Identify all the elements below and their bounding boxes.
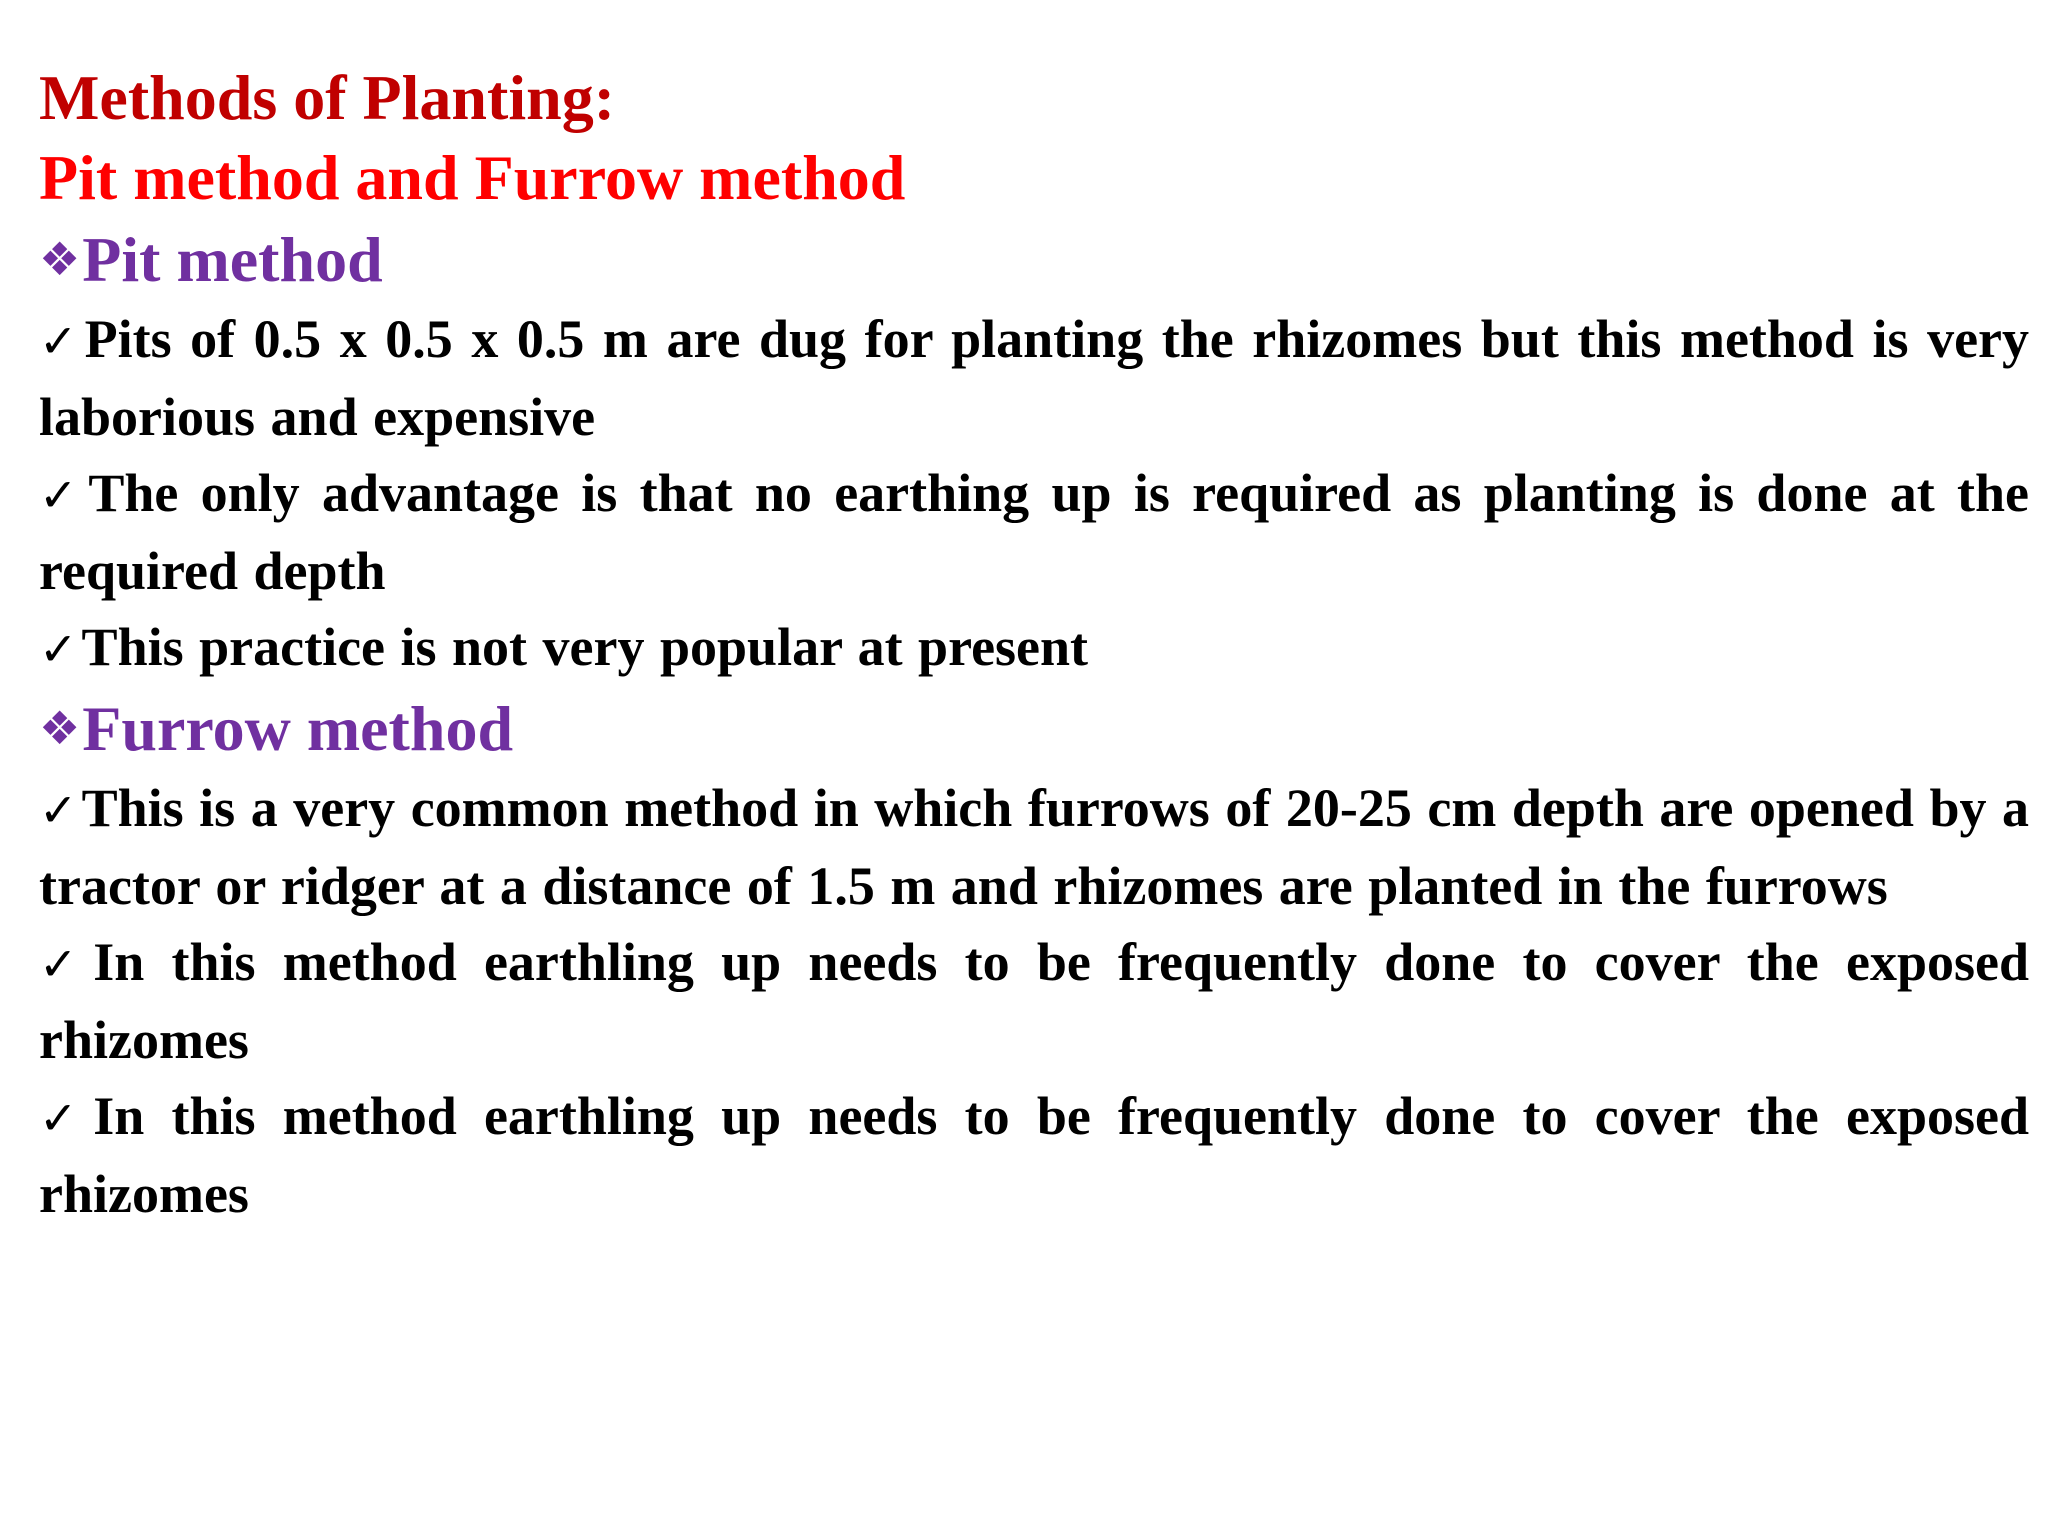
- slide-content: [39, 58, 2029, 1232]
- section-heading-label: Furrow method: [82, 693, 514, 764]
- bullet-text: This is a very common method in which furrows of 20-25 cm depth are opened by a tractor or ridger at a distance of 1.5 m and rhizomes are planted in the furrows: [39, 778, 2029, 916]
- slide-subtitle: Pit method and Furrow method: [39, 142, 906, 213]
- slide-title: Methods of Planting:: [39, 62, 615, 133]
- diamond-bullet-icon: ❖: [39, 701, 81, 755]
- bullet-text: Pits of 0.5 x 0.5 x 0.5 m are dug for planting the rhizomes but this method is very laborious and expensive: [39, 309, 2030, 447]
- list-item: [39, 455, 2029, 609]
- bullet-text: In this method earthling up needs to be frequently done to cover the exposed rhizomes: [39, 1086, 2029, 1224]
- section-heading-label: Pit method: [82, 224, 383, 295]
- list-item: [39, 770, 2029, 924]
- list-item: [39, 924, 2029, 1078]
- pit-method-bullet-list: [39, 301, 2029, 687]
- checkmark-icon: ✓: [39, 314, 81, 368]
- furrow-method-bullet-list: [39, 770, 2029, 1232]
- bullet-text: This practice is not very popular at present: [81, 617, 1089, 677]
- section-heading-furrow-method: [39, 687, 2029, 770]
- checkmark-icon: ✓: [39, 937, 90, 991]
- checkmark-icon: ✓: [39, 622, 78, 676]
- checkmark-icon: ✓: [39, 1091, 90, 1145]
- bullet-text: The only advantage is that no earthing up is required as planting is done at the required depth: [39, 463, 2029, 601]
- list-item: [39, 301, 2029, 455]
- bullet-text: In this method earthling up needs to be frequently done to cover the exposed rhizomes: [39, 932, 2029, 1070]
- section-heading-pit-method: [39, 218, 2029, 301]
- diamond-bullet-icon: ❖: [39, 232, 81, 286]
- list-item: [39, 1078, 2029, 1232]
- checkmark-icon: ✓: [39, 468, 85, 522]
- checkmark-icon: ✓: [39, 783, 78, 837]
- list-item: [39, 609, 2029, 687]
